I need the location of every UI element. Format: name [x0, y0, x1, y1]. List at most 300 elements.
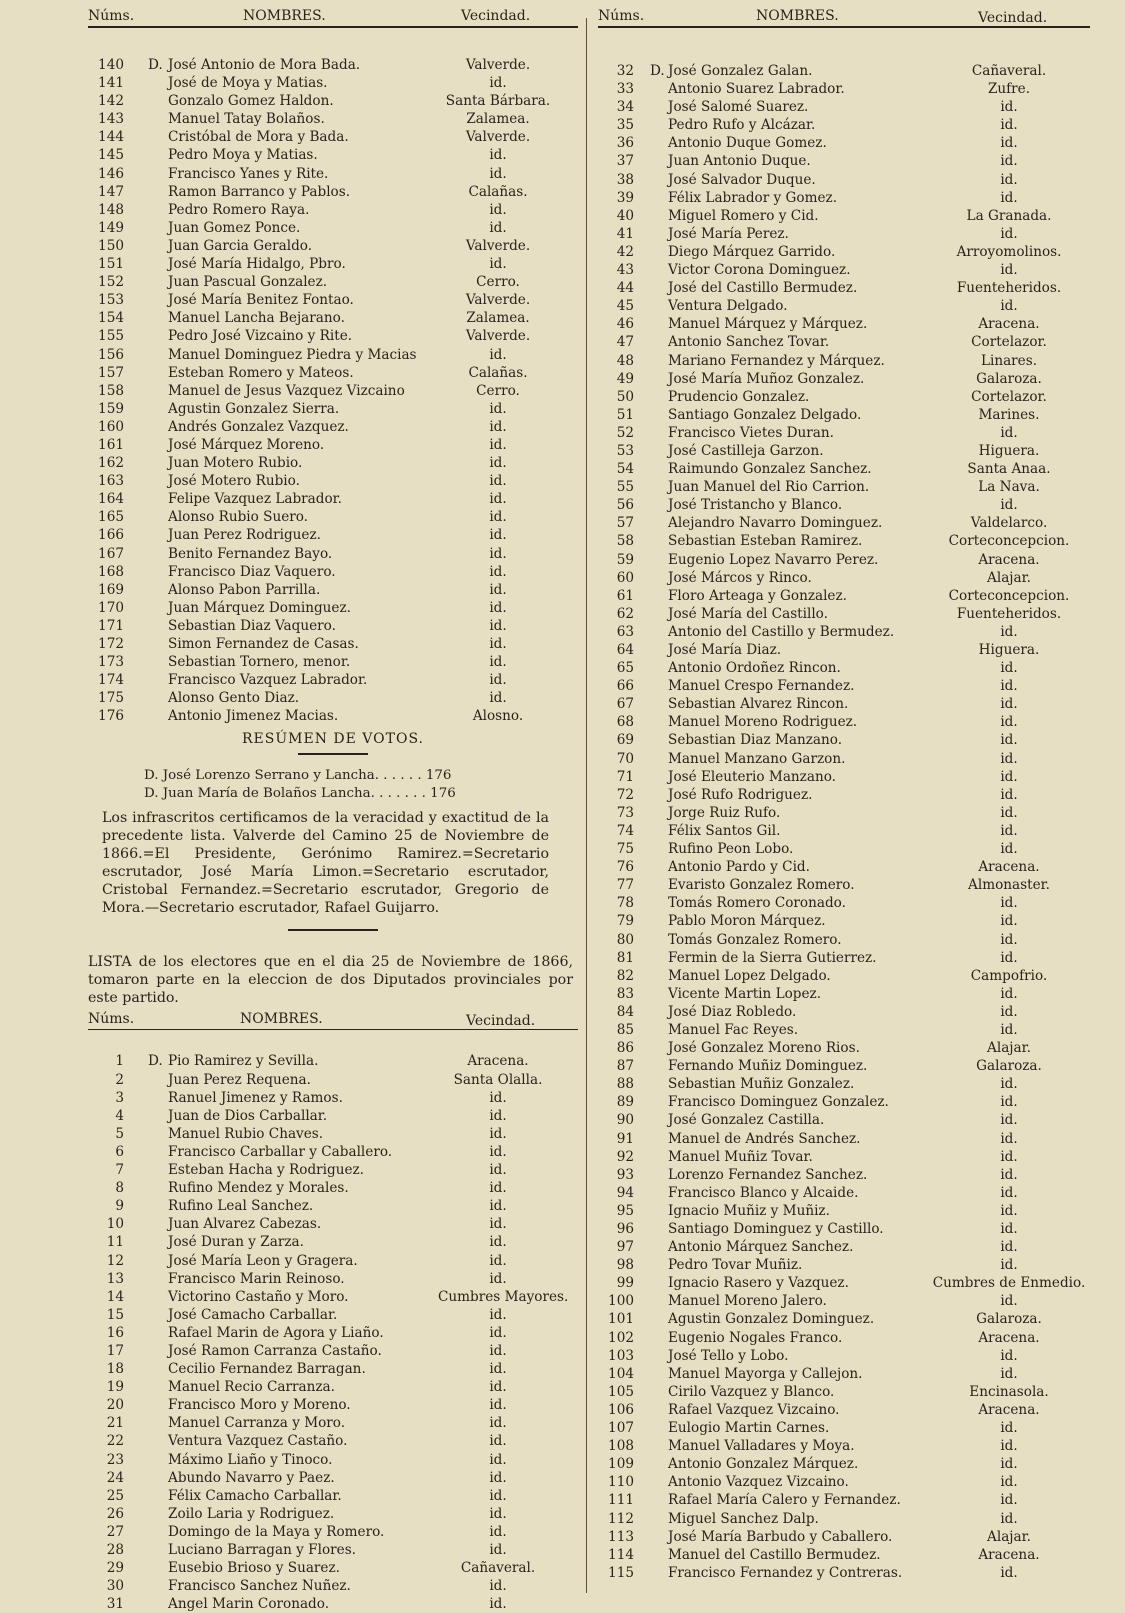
elector-name: Pedro José Vizcaino y Rite.	[168, 328, 353, 345]
entry-number: 114	[608, 1546, 634, 1563]
vecindad: id.	[1000, 1221, 1018, 1237]
list-item	[598, 641, 1098, 659]
elector-name: Francisco Carballar y Caballero.	[168, 1143, 393, 1160]
elector-name: Miguel Romero y Cid.	[668, 207, 819, 224]
list-item	[88, 327, 578, 345]
elector-name: Andrés Gonzalez Vazquez.	[168, 418, 349, 435]
vecindad: id.	[1000, 949, 1018, 966]
list-item	[88, 110, 578, 128]
elector-name: Félix Labrador y Gomez.	[668, 189, 838, 206]
vecindad: Higuera.	[978, 642, 1040, 658]
entry-number: 5	[115, 1125, 124, 1142]
vecindad: id.	[489, 1270, 507, 1287]
header-nums: Núms.	[88, 8, 135, 24]
entry-number: 26	[106, 1505, 124, 1522]
elector-name: José Camacho Carballar.	[168, 1306, 338, 1323]
entry-number: 169	[98, 581, 124, 598]
header-names: NOMBRES.	[240, 1011, 323, 1028]
vecindad: id.	[1000, 841, 1018, 858]
vecindad: id.	[489, 256, 507, 273]
entry-number: 167	[98, 545, 124, 562]
entry-number: 65	[616, 660, 634, 677]
list-item	[88, 128, 578, 146]
list-item	[88, 1089, 578, 1107]
vecindad: id.	[1000, 1510, 1018, 1527]
vecindad: Valverde.	[465, 237, 531, 254]
entry-number: 161	[98, 436, 124, 453]
elector-name: Eusebio Brioso y Suarez.	[168, 1560, 340, 1577]
entry-number: 2	[115, 1071, 124, 1088]
entry-number: 72	[616, 786, 634, 803]
vecindad: id.	[1000, 985, 1018, 1002]
entry-number: 93	[616, 1166, 634, 1183]
list-item	[598, 243, 1098, 261]
list-item	[88, 1396, 578, 1414]
vecindad: La Granada.	[966, 207, 1052, 224]
entry-number: 7	[115, 1162, 124, 1179]
list-item	[88, 635, 578, 653]
entry-number: 174	[98, 672, 124, 689]
entry-number: 20	[106, 1397, 124, 1414]
vecindad: Cortelazor.	[971, 388, 1047, 405]
list-item	[88, 1197, 578, 1215]
list-item	[598, 1292, 1098, 1310]
entry-number: 79	[616, 913, 634, 930]
list-item	[598, 207, 1098, 225]
vecindad: Linares.	[980, 352, 1038, 369]
vecindad: id.	[489, 436, 507, 453]
column-divider	[586, 18, 587, 1593]
entry-number: 176	[98, 708, 124, 725]
entry-number: 25	[106, 1487, 124, 1504]
vecindad: Alajar.	[987, 1040, 1031, 1057]
vecindad: id.	[1000, 1564, 1018, 1581]
list-item	[88, 1233, 578, 1251]
vecindad: Galaroza.	[976, 1058, 1042, 1075]
entry-number: 9	[115, 1198, 124, 1215]
vecindad: id.	[489, 1162, 507, 1179]
entry-number: 58	[616, 533, 634, 550]
elector-name: Manuel Moreno Rodriguez.	[668, 714, 858, 731]
list-item	[598, 1383, 1098, 1401]
list-item	[88, 1071, 578, 1089]
elector-name: Simon Fernandez de Casas.	[168, 636, 359, 652]
vecindad: id.	[489, 491, 507, 508]
list-item	[598, 1202, 1098, 1220]
vecindad: id.	[1000, 623, 1018, 640]
entry-number: 23	[106, 1451, 124, 1468]
elector-name: Juan Márquez Dominguez.	[168, 599, 351, 616]
entry-number: 57	[616, 515, 634, 532]
vecindad: id.	[489, 1252, 507, 1269]
entry-number: 160	[98, 418, 124, 435]
elector-name: Agustin Gonzalez Sierra.	[168, 400, 340, 417]
entry-number: 66	[616, 678, 634, 695]
entry-number: 22	[106, 1433, 124, 1450]
entry-number: 49	[616, 370, 634, 387]
vecindad: id.	[1000, 1456, 1018, 1473]
vecindad: id.	[489, 1361, 507, 1378]
elector-name: Lorenzo Fernandez Sanchez.	[668, 1166, 868, 1183]
list-item	[88, 1143, 578, 1161]
vecindad: id.	[1000, 913, 1018, 930]
list-item	[598, 605, 1098, 623]
list-item	[88, 1125, 578, 1143]
elector-name: José María Benitez Fontao.	[168, 292, 354, 309]
entry-number: 75	[616, 841, 634, 858]
vecindad: id.	[489, 1198, 507, 1215]
vecindad: id.	[489, 1415, 507, 1432]
entry-number: 142	[98, 93, 124, 110]
vecindad: id.	[489, 1505, 507, 1522]
entry-number: 165	[98, 509, 124, 526]
entry-number: 108	[608, 1438, 634, 1455]
vecindad: id.	[1000, 678, 1018, 695]
elector-name: Rafael María Calero y Fernandez.	[668, 1492, 901, 1509]
vecindad: Valverde.	[465, 292, 531, 309]
list-item	[598, 731, 1098, 749]
list-item	[88, 1505, 578, 1523]
elector-name: José María Diaz.	[668, 642, 782, 658]
list-item	[88, 1360, 578, 1378]
elector-name: Cirilo Vazquez y Blanco.	[668, 1383, 835, 1400]
column-header	[598, 0, 1090, 28]
vecindad: id.	[1000, 1112, 1018, 1129]
elector-name: Raimundo Gonzalez Sanchez.	[668, 461, 872, 478]
list-item	[88, 273, 578, 291]
list-item	[88, 1541, 578, 1559]
list-item	[88, 1577, 578, 1595]
list-item	[598, 1130, 1098, 1148]
vecindad: id.	[489, 1107, 507, 1124]
column-header-2	[88, 1009, 578, 1030]
entry-number: 99	[616, 1275, 634, 1292]
elector-name: Pablo Moron Márquez.	[668, 913, 826, 930]
certification-paragraph: Los infrascritos certificamos de la veracidad y exactitud de la precedente lista. Valverde del Camino 25 de Noviembre de 1866.=El Presidente, Gerónimo Ramirez.=Secretario escrutador, José María Limon.=Secretario escrutador, Cristobal Fernandez.=Secretario escrutador, Gregorio de Mora.—Secretario escrutador, Rafael Guijarro.	[102, 810, 549, 917]
elector-name: Pedro Tovar Muñiz.	[668, 1257, 803, 1274]
vecindad: id.	[1000, 931, 1018, 948]
entry-number: 56	[616, 497, 634, 514]
entry-number: 4	[115, 1107, 124, 1124]
list-item	[88, 1052, 578, 1070]
elector-name: Francisco Diaz Vaquero.	[168, 563, 336, 580]
entry-number: 37	[616, 153, 634, 170]
vecindad: id.	[489, 75, 507, 92]
entry-number: 59	[616, 551, 634, 568]
elector-name: Juan Manuel del Rio Carrion.	[668, 479, 870, 496]
honorific: D.	[650, 63, 665, 79]
list-item	[598, 1347, 1098, 1365]
elector-name: Manuel Rubio Chaves.	[168, 1125, 324, 1142]
list-item	[598, 1021, 1098, 1039]
list-item	[598, 1238, 1098, 1256]
elector-name: Sebastian Muñiz Gonzalez.	[668, 1076, 855, 1093]
list-item	[598, 1437, 1098, 1455]
list-item	[598, 1510, 1098, 1528]
list-item	[598, 1401, 1098, 1419]
list-item	[88, 707, 578, 725]
elector-name: Rufino Peon Lobo.	[668, 841, 794, 858]
list-item	[88, 309, 578, 327]
list-item	[88, 1469, 578, 1487]
vecindad: id.	[1000, 1293, 1018, 1310]
elector-name: Benito Fernandez Bayo.	[168, 545, 333, 562]
vecindad: Cumbres Mayores.	[438, 1288, 569, 1305]
list-item	[88, 255, 578, 273]
entry-number: 34	[616, 99, 634, 116]
elector-name: Ventura Delgado.	[668, 298, 788, 315]
entry-number: 148	[98, 201, 124, 218]
entry-number: 69	[616, 732, 634, 749]
vecindad: Alosno.	[472, 708, 524, 725]
elector-name: Pedro Romero Raya.	[168, 201, 310, 218]
list-item	[598, 333, 1098, 351]
entry-number: 147	[98, 183, 124, 200]
elector-name: Juan Pascual Gonzalez.	[168, 274, 328, 291]
entry-number: 152	[98, 274, 124, 291]
vecindad: id.	[489, 201, 507, 218]
vecindad: Valverde.	[465, 129, 531, 146]
elector-name: Francisco Yanes y Rite.	[168, 165, 329, 182]
list-item	[598, 1491, 1098, 1509]
entry-number: 106	[608, 1401, 634, 1418]
elector-name: Juan Alvarez Cabezas.	[168, 1216, 322, 1233]
list-item	[88, 653, 578, 671]
list-item	[88, 436, 578, 454]
elector-name: Sebastian Diaz Manzano.	[668, 732, 843, 749]
entry-number: 71	[616, 768, 634, 785]
list-item	[88, 1378, 578, 1396]
vecindad: Cortelazor.	[971, 334, 1047, 351]
list-item	[88, 291, 578, 309]
vecindad: id.	[1000, 424, 1018, 441]
entry-number: 13	[106, 1270, 124, 1287]
list-item	[598, 1111, 1098, 1129]
entry-number: 17	[106, 1342, 124, 1359]
vecindad: Galaroza.	[976, 1311, 1042, 1328]
elector-name: Antonio Márquez Sanchez.	[668, 1239, 854, 1256]
list-item	[88, 1414, 578, 1432]
vecindad: id.	[1000, 714, 1018, 731]
elector-name: Abundo Navarro y Paez.	[168, 1469, 335, 1486]
elector-name: Rafael Vazquez Vizcaino.	[668, 1401, 840, 1418]
elector-name: José Gonzalez Moreno Rios.	[668, 1040, 860, 1057]
list-item	[598, 750, 1098, 768]
elector-name: Cristóbal de Mora y Bada.	[168, 129, 349, 146]
entry-number: 154	[98, 310, 124, 327]
vecindad: Corteconcepcion.	[948, 587, 1070, 604]
entry-number: 159	[98, 400, 124, 417]
list-item	[88, 364, 578, 382]
entry-number: 39	[616, 189, 634, 206]
elector-name: Juan Garcia Geraldo.	[168, 237, 313, 254]
elector-name: Rufino Leal Sanchez.	[168, 1198, 314, 1215]
elector-name: Esteban Hacha y Rodriguez.	[168, 1162, 364, 1179]
elector-name: Antonio Gonzalez Márquez.	[668, 1456, 859, 1473]
elector-name: Ventura Vazquez Castaño.	[168, 1433, 348, 1450]
elector-name: Alonso Rubio Suero.	[168, 509, 309, 526]
entry-number: 101	[608, 1311, 634, 1328]
elector-name: José María del Castillo.	[668, 605, 828, 622]
elector-name: José del Castillo Bermudez.	[668, 280, 858, 297]
list-item	[88, 1215, 578, 1233]
entry-number: 88	[616, 1076, 634, 1093]
elector-name: Antonio Suarez Labrador.	[668, 81, 845, 98]
elector-name: Antonio Vazquez Vizcaino.	[668, 1474, 849, 1491]
entry-number: 61	[616, 587, 634, 604]
vecindad: id.	[489, 1542, 507, 1558]
vecindad: id.	[1000, 1239, 1018, 1256]
list-item	[598, 1093, 1098, 1111]
entry-number: 62	[616, 605, 634, 622]
elector-name: Francisco Marin Reinoso.	[168, 1270, 345, 1287]
elector-name: José Salvador Duque.	[668, 171, 816, 188]
list-item	[88, 1179, 578, 1197]
entry-number: 12	[106, 1252, 124, 1269]
list-item	[88, 1306, 578, 1324]
list-item	[598, 659, 1098, 677]
elector-name: Diego Márquez Garrido.	[668, 243, 836, 260]
list-item	[598, 1003, 1098, 1021]
vecindad: Arroyomolinos.	[956, 243, 1062, 260]
vecindad: Campofrio.	[970, 967, 1048, 984]
entry-number: 96	[616, 1221, 634, 1237]
elector-name: Félix Santos Gil.	[668, 822, 781, 839]
elector-name: Tomás Romero Coronado.	[668, 895, 846, 912]
entry-number: 153	[98, 292, 124, 309]
elector-name: Santiago Dominguez y Castillo.	[668, 1221, 884, 1237]
list-item	[598, 171, 1098, 189]
elector-name: Alonso Pabon Parrilla.	[168, 581, 321, 598]
list-item	[598, 297, 1098, 315]
list-item	[88, 56, 578, 74]
elector-name: Juan Gomez Ponce.	[168, 219, 301, 236]
elector-name: Manuel Lopez Delgado.	[668, 967, 831, 984]
vecindad: id.	[489, 400, 507, 417]
entry-number: 78	[616, 895, 634, 912]
vecindad: id.	[489, 1433, 507, 1450]
list-item	[598, 713, 1098, 731]
list-item	[88, 671, 578, 689]
list-item	[88, 1595, 578, 1613]
vecindad: id.	[489, 1451, 507, 1468]
elector-name: José Gonzalez Castilla.	[668, 1112, 825, 1129]
list-item	[598, 985, 1098, 1003]
entry-number: 100	[608, 1293, 634, 1310]
vecindad: Corteconcepcion.	[948, 533, 1070, 550]
list-item	[598, 496, 1098, 514]
list-item	[598, 1075, 1098, 1093]
elector-name: José Motero Rubio.	[168, 473, 300, 490]
list-item	[598, 876, 1098, 894]
entry-number: 74	[616, 822, 634, 839]
elector-name: Ignacio Muñiz y Muñiz.	[668, 1202, 830, 1219]
vecindad: id.	[489, 527, 507, 544]
vecindad: id.	[489, 219, 507, 236]
elector-name: Francisco Vietes Duran.	[668, 424, 834, 441]
elector-name: Fernando Muñiz Dominguez.	[668, 1058, 868, 1075]
entry-number: 171	[98, 617, 124, 634]
list-item	[88, 689, 578, 707]
elector-name: Francisco Moro y Moreno.	[168, 1397, 351, 1414]
list-item	[598, 551, 1098, 569]
entry-number: 170	[98, 599, 124, 616]
list-item	[88, 545, 578, 563]
list-item	[598, 786, 1098, 804]
vecindad: Zalamea.	[466, 111, 530, 128]
entry-number: 42	[616, 243, 634, 260]
elector-name: Pedro Moya y Matias.	[168, 147, 318, 164]
elector-name: Sebastian Diaz Vaquero.	[168, 617, 336, 634]
elector-name: Juan Perez Rodriguez.	[168, 527, 321, 544]
left-column	[88, 0, 578, 1613]
elector-name: Victor Corona Dominguez.	[668, 262, 851, 279]
elector-name: Ranuel Jimenez y Ramos.	[168, 1089, 343, 1106]
elector-name: Eulogio Martin Carnes.	[668, 1420, 830, 1437]
list-item	[88, 382, 578, 400]
elector-name: Manuel Carranza y Moro.	[168, 1415, 346, 1432]
vecindad: id.	[489, 418, 507, 435]
elector-name: José Antonio de Mora Bada.	[168, 57, 361, 73]
list-item	[598, 768, 1098, 786]
elector-name: Santiago Gonzalez Delgado.	[668, 406, 862, 423]
vecindad: id.	[489, 1324, 507, 1341]
vecindad: Aracena.	[978, 316, 1040, 333]
vecindad: Almonaster.	[968, 877, 1050, 894]
list-item	[598, 858, 1098, 876]
entry-number: 55	[616, 479, 634, 496]
entry-number: 54	[616, 461, 634, 478]
vecindad: Fuenteheridos.	[956, 280, 1062, 297]
list-item	[598, 1220, 1098, 1238]
elector-name: José Márcos y Rinco.	[668, 569, 812, 586]
list-item	[598, 623, 1098, 641]
list-item	[598, 1039, 1098, 1057]
entry-number: 43	[616, 262, 634, 279]
entry-number: 143	[98, 111, 124, 128]
entry-number: 24	[106, 1469, 124, 1486]
elector-name: Sebastian Esteban Ramirez.	[668, 533, 863, 550]
vecindad: id.	[1000, 822, 1018, 839]
list-item	[598, 1473, 1098, 1491]
elector-name: José Diaz Robledo.	[668, 1003, 797, 1020]
elector-name: Juan Antonio Duque.	[668, 153, 811, 170]
header-nums: Núms.	[88, 1011, 135, 1028]
vecindad: id.	[1000, 750, 1018, 767]
elector-name: Victorino Castaño y Moro.	[168, 1288, 349, 1305]
list-item	[598, 912, 1098, 930]
entry-number: 73	[616, 804, 634, 821]
entry-number: 28	[106, 1542, 124, 1558]
entry-number: 91	[616, 1130, 634, 1147]
entry-number: 63	[616, 623, 634, 640]
entry-number: 31	[106, 1596, 124, 1613]
list-item	[88, 1270, 578, 1288]
list-item	[598, 370, 1098, 388]
divider	[298, 753, 368, 755]
vecindad: id.	[489, 1523, 507, 1540]
entry-number: 107	[608, 1420, 634, 1437]
entry-number: 105	[608, 1383, 634, 1400]
header-vecindad: Vecindad.	[978, 10, 1048, 26]
list-item	[88, 581, 578, 599]
list-item	[598, 1528, 1098, 1546]
entry-number: 27	[106, 1523, 124, 1540]
elector-name: Francisco Blanco y Alcaide.	[668, 1184, 859, 1201]
elector-name: José María Leon y Gragera.	[168, 1252, 358, 1269]
elector-name: Juan de Dios Carballar.	[168, 1107, 328, 1124]
entry-number: 166	[98, 527, 124, 544]
